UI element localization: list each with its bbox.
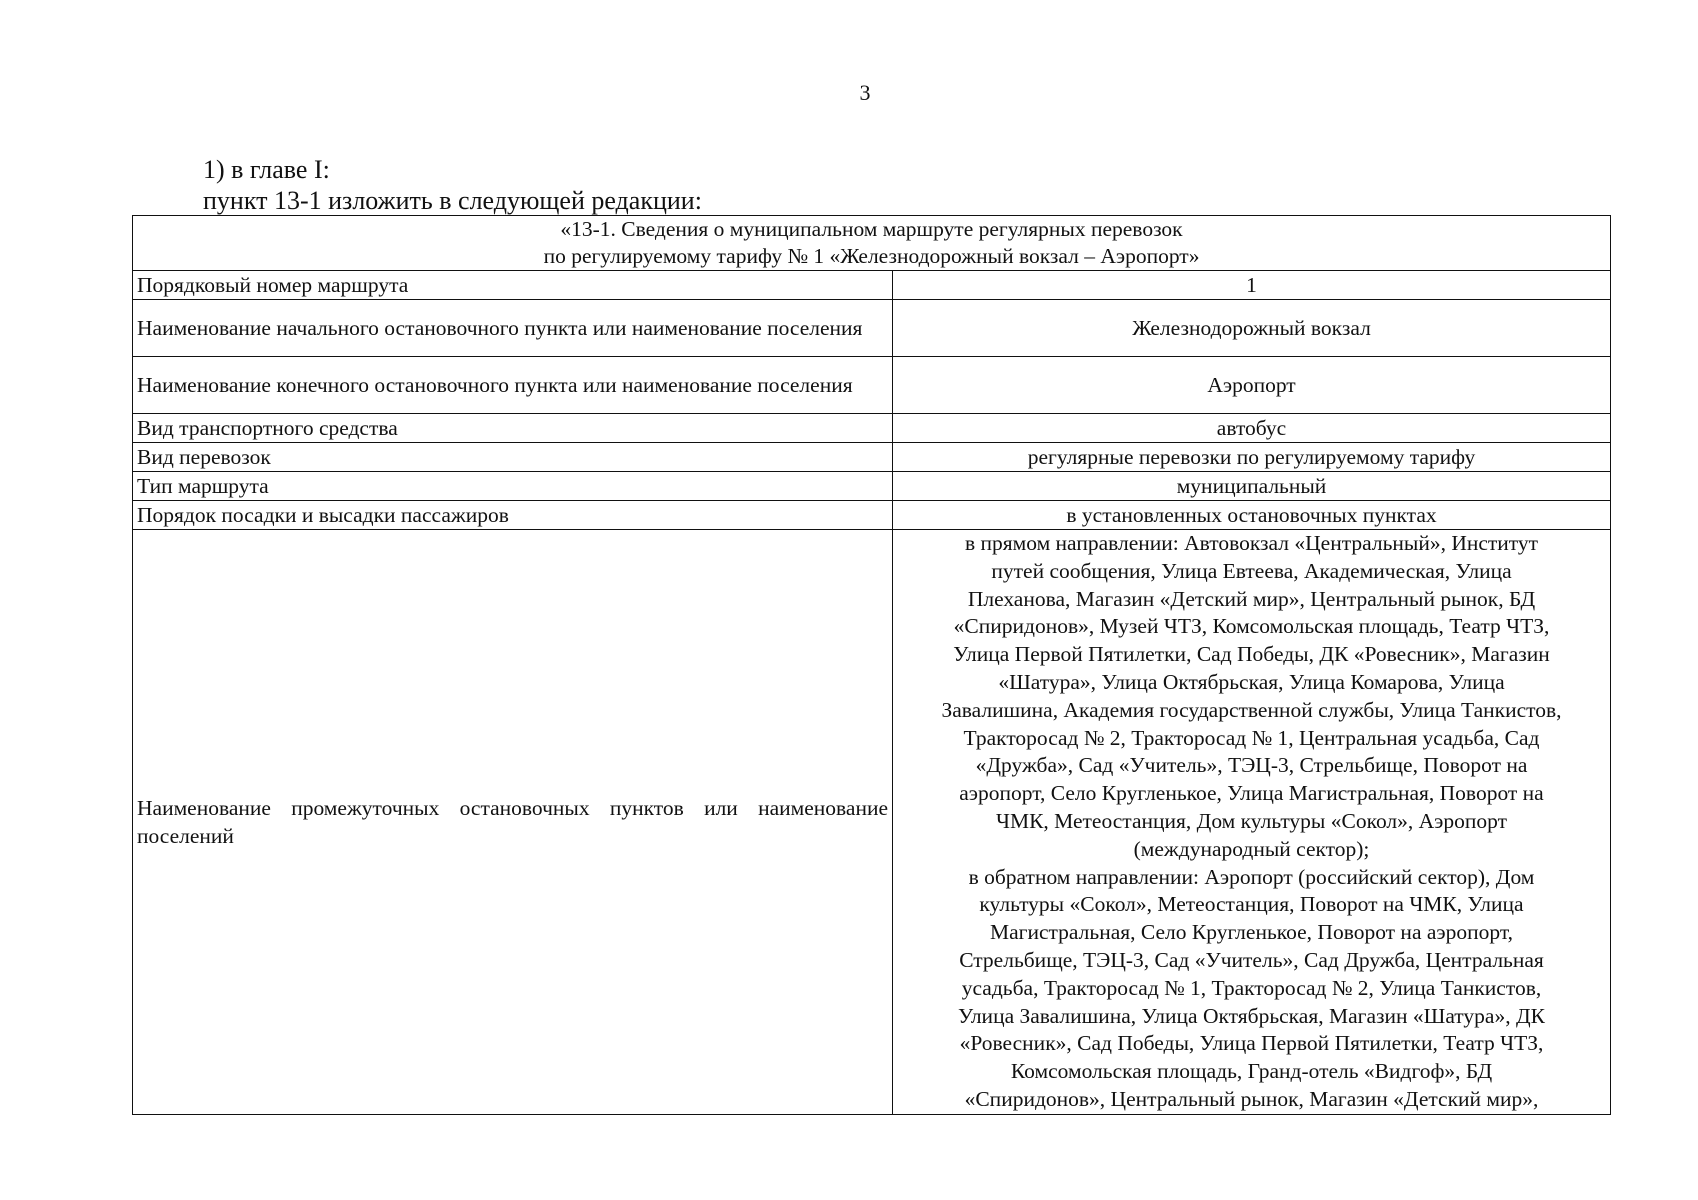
- table-row-stops: [133, 530, 1611, 1115]
- stops-line: Улица Первой Пятилетки, Сад Победы, ДК «Ровесник», Магазин: [953, 642, 1550, 667]
- stops-line: ЧМК, Метеостанция, Дом культуры «Сокол», Аэропорт: [995, 808, 1508, 833]
- stops-line: аэропорт, Село Кругленькое, Улица Магистральная, Поворот на: [959, 781, 1544, 806]
- row-label-vehicle-type: Вид транспортного средства: [133, 414, 893, 443]
- stops-line: «Шатура», Улица Октябрьская, Улица Комарова, Улица: [998, 669, 1505, 694]
- stops-line: Улица Завалишина, Улица Октябрьская, Магазин «Шатура», ДК: [958, 1003, 1545, 1028]
- stops-line: Комсомольская площадь, Гранд-отель «Видгоф», БД: [1010, 1059, 1493, 1084]
- row-label-start-stop: Наименование начального остановочного пункта или наименование поселения: [133, 300, 893, 357]
- table-heading-row: [133, 216, 1611, 271]
- row-label-transport-kind: Вид перевозок: [133, 443, 893, 472]
- row-label-route-type: Тип маршрута: [133, 472, 893, 501]
- row-value-route-type: муниципальный: [893, 472, 1611, 501]
- row-value-vehicle-type: автобус: [893, 414, 1611, 443]
- page-number: 3: [859, 80, 871, 105]
- table-heading-line-1: «13-1. Сведения о муниципальном маршруте регулярных перевозок: [560, 217, 1183, 241]
- row-value-start-stop: Железнодорожный вокзал: [893, 300, 1611, 357]
- table-row: [133, 414, 1611, 443]
- table-row: [133, 472, 1611, 501]
- chapter-instruction: 1) в главе I:: [203, 155, 330, 184]
- row-label-route-number: Порядковый номер маршрута: [133, 271, 893, 300]
- stops-line: в прямом направлении: Автовокзал «Центральный», Институт: [964, 531, 1539, 555]
- table-row: [133, 443, 1611, 472]
- row-label-end-stop: Наименование конечного остановочного пункта или наименование поселения: [133, 357, 893, 414]
- stops-line: Тракторосад № 2, Тракторосад № 1, Центральная усадьба, Сад: [963, 725, 1540, 750]
- row-value-intermediate-stops: [893, 530, 1611, 1115]
- paragraph-instruction: пункт 13-1 изложить в следующей редакции:: [203, 186, 702, 215]
- table-heading-line-2: по регулируемому тарифу № 1 «Железнодорожный вокзал – Аэропорт»: [543, 244, 1200, 268]
- table-row: [133, 300, 1611, 357]
- stops-line: в обратном направлении: Аэропорт (российский сектор), Дом: [968, 864, 1535, 889]
- row-label-boarding-order: Порядок посадки и высадки пассажиров: [133, 501, 893, 530]
- stops-line: Стрельбище, ТЭЦ-3, Сад «Учитель», Сад Дружба, Центральная: [959, 947, 1544, 972]
- table-row: [133, 357, 1611, 414]
- row-value-end-stop: Аэропорт: [893, 357, 1611, 414]
- stops-line: культуры «Сокол», Метеостанция, Поворот на ЧМК, Улица: [979, 892, 1524, 917]
- table-row: [133, 501, 1611, 530]
- stops-line: Завалишина, Академия государственной службы, Улица Танкистов,: [941, 697, 1562, 722]
- table-row: [133, 271, 1611, 300]
- stops-line: путей сообщения, Улица Евтеева, Академическая, Улица: [991, 558, 1512, 583]
- row-value-route-number: 1: [893, 271, 1611, 300]
- route-info-table: [132, 215, 1611, 1115]
- stops-line: Плеханова, Магазин «Детский мир», Центральный рынок, БД: [967, 586, 1536, 611]
- row-value-boarding-order: в установленных остановочных пунктах: [893, 501, 1611, 530]
- row-label-intermediate-stops: Наименование промежуточных остановочных пунктов или наименование поселений: [133, 530, 893, 1115]
- stops-line: «Спиридонов», Музей ЧТЗ, Комсомольская площадь, Театр ЧТЗ,: [953, 614, 1550, 639]
- stops-line: «Дружба», Сад «Учитель», ТЭЦ-3, Стрельбище, Поворот на: [975, 753, 1528, 778]
- stops-line: (международный сектор);: [1133, 836, 1370, 861]
- stops-line: «Спиридонов», Центральный рынок, Магазин «Детский мир»,: [964, 1086, 1539, 1111]
- stops-line: усадьба, Тракторосад № 1, Тракторосад № 2, Улица Танкистов,: [961, 975, 1542, 1000]
- table-heading: [133, 216, 1611, 271]
- stops-line: «Ровесник», Сад Победы, Улица Первой Пятилетки, Театр ЧТЗ,: [959, 1031, 1544, 1056]
- stops-line: Магистральная, Село Кругленькое, Поворот на аэропорт,: [990, 920, 1514, 945]
- row-value-transport-kind: регулярные перевозки по регулируемому тарифу: [893, 443, 1611, 472]
